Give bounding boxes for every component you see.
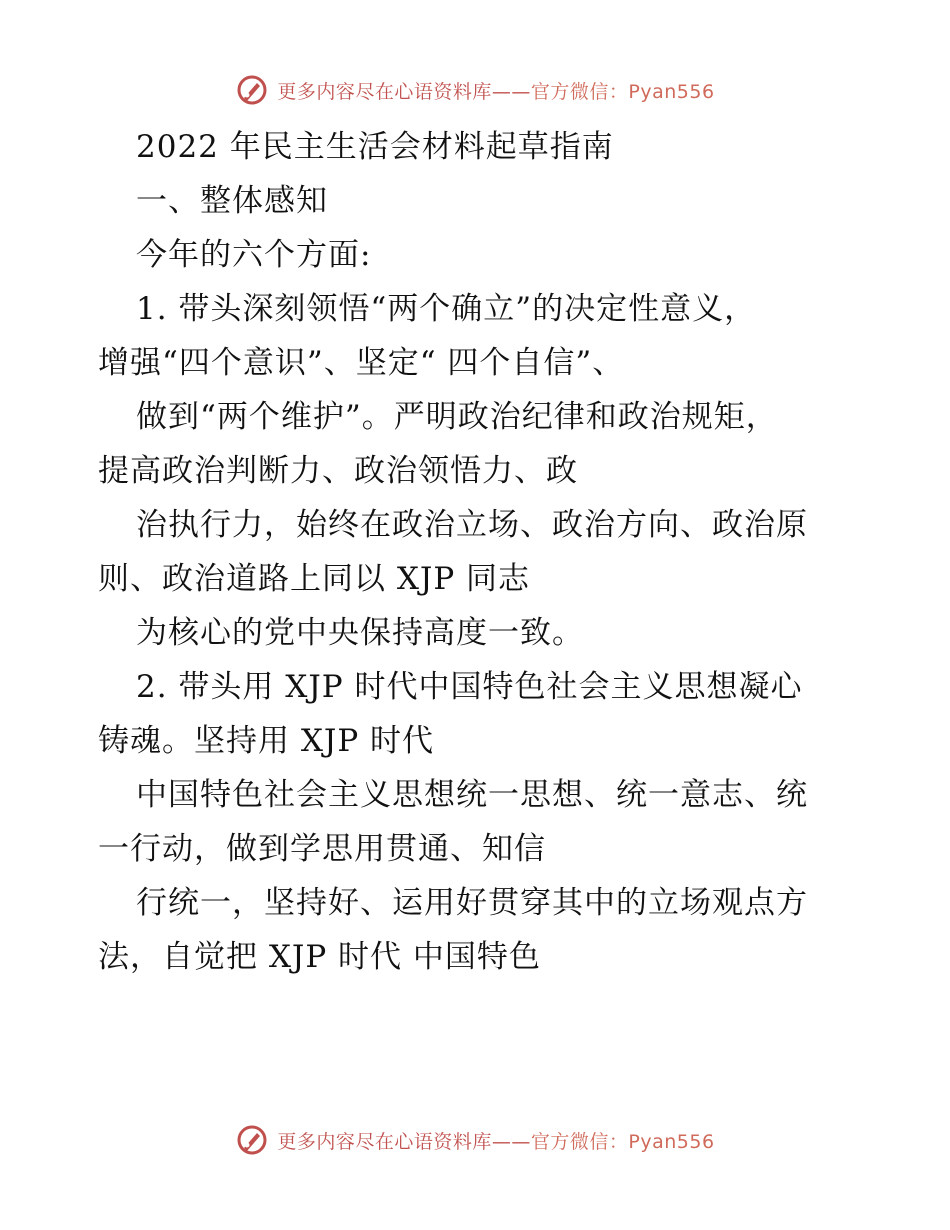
watermark-footer (0, 1120, 950, 1160)
paragraph-line: 做到“两个维护”。严明政治纪律和政治规矩， (136, 399, 778, 435)
paragraph-line: 增强“四个意识”、坚定“ 四个自信”、 (98, 345, 625, 381)
watermark-text: 更多内容尽在心语资料库——官方微信：Pyan556 (277, 1130, 715, 1153)
paragraph-line: 提高政治判断力、政治领悟力、政 (98, 453, 578, 489)
paragraph-line: 今年的六个方面: (136, 237, 372, 273)
paragraph-line: 中国特色社会主义思想统一思想、统一意志、统 (136, 777, 808, 813)
paragraph-line: 则、政治道路上同以 XJP 同志 (98, 561, 531, 597)
doc-title: 2022 年民主生活会材料起草指南 (136, 129, 614, 165)
pen-logo-icon (235, 73, 269, 107)
section-heading: 一、整体感知 (136, 183, 328, 219)
paragraph-line: 铸魂。坚持用 XJP 时代 (98, 723, 435, 759)
document-body (98, 120, 858, 984)
watermark-text: 更多内容尽在心语资料库——官方微信：Pyan556 (277, 80, 715, 103)
paragraph-line: 行统一，坚持好、运用好贯穿其中的立场观点方 (136, 885, 808, 921)
paragraph-line: 2. 带头用 XJP 时代中国特色社会主义思想凝心 (136, 669, 803, 705)
watermark-header (0, 70, 950, 110)
paragraph-line: 治执行力，始终在政治立场、政治方向、政治原 (136, 507, 808, 543)
paragraph-line: 为核心的党中央保持高度一致。 (136, 615, 584, 651)
paragraph-line: 1. 带头深刻领悟“两个确立”的决定性意义， (136, 291, 757, 327)
paragraph-line: 一行动，做到学思用贯通、知信 (98, 831, 546, 867)
paragraph-line: 法，自觉把 XJP 时代 中国特色 (98, 939, 541, 975)
pen-logo-icon (235, 1123, 269, 1157)
